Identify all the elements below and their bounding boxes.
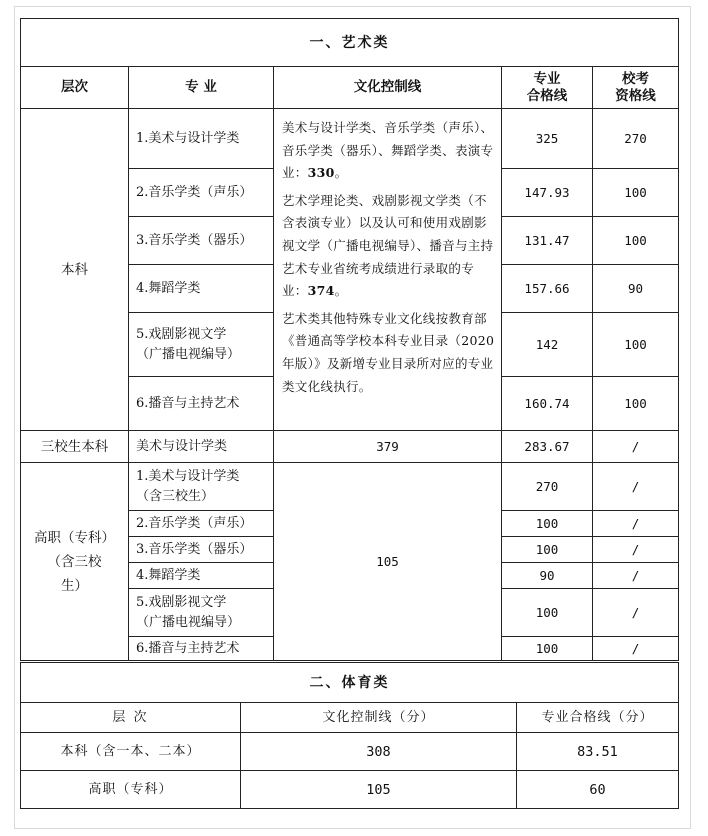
- major-cell: 6.播音与主持艺术: [129, 377, 274, 431]
- major-cell: 5.戏剧影视文学 （广播电视编导）: [129, 313, 274, 377]
- school-exam-value: /: [593, 537, 679, 563]
- major-cell: 3.音乐学类（器乐）: [129, 217, 274, 265]
- pe-pass-value: 83.51: [517, 733, 679, 771]
- major-cell: 4.舞蹈学类: [129, 265, 274, 313]
- major-pass-value: 100: [502, 511, 593, 537]
- culture-value: 379: [274, 431, 502, 463]
- pe-pass-value: 60: [517, 771, 679, 809]
- pe-culture-value: 308: [241, 733, 517, 771]
- school-exam-value: /: [593, 463, 679, 511]
- school-exam-value: /: [593, 589, 679, 637]
- school-exam-value: 100: [593, 377, 679, 431]
- culture-rules-text: [274, 109, 502, 431]
- pe-section-title: 二、体育类: [21, 663, 679, 703]
- school-exam-value: 100: [593, 169, 679, 217]
- pe-header-level: 层 次: [21, 703, 241, 733]
- school-exam-value: 90: [593, 265, 679, 313]
- table-row: [21, 109, 679, 169]
- major-cell: 3.音乐学类（器乐）: [129, 537, 274, 563]
- table-row: [21, 431, 679, 463]
- header-major-pass-line: 专业 合格线: [502, 67, 593, 109]
- major-cell: 2.音乐学类（声乐）: [129, 169, 274, 217]
- school-exam-value: 270: [593, 109, 679, 169]
- art-table: [20, 18, 679, 661]
- rule-paragraph: 艺术学理论类、戏剧影视文学类（不含表演专业）以及认可和使用戏剧影视文学（广播电视编导）、播音与主持艺术专业省统考成绩进行录取的专业：374。: [282, 192, 494, 299]
- header-level: 层次: [21, 67, 129, 109]
- rule-paragraph: 艺术类其他特殊专业文化线按教育部《普通高等学校本科专业目录（2020年版）》及新增专业目录所对应的专业类文化线执行。: [282, 310, 495, 394]
- school-exam-value: /: [593, 511, 679, 537]
- level-benke: 本科: [21, 109, 129, 431]
- art-section-title: 一、艺术类: [21, 19, 679, 67]
- pe-header-culture: 文化控制线（分）: [241, 703, 517, 733]
- major-pass-value: 160.74: [502, 377, 593, 431]
- school-exam-value: 100: [593, 313, 679, 377]
- major-pass-value: 131.47: [502, 217, 593, 265]
- school-exam-value: /: [593, 431, 679, 463]
- major-pass-value: 147.93: [502, 169, 593, 217]
- school-exam-value: /: [593, 563, 679, 589]
- pe-table: [20, 662, 679, 809]
- header-school-exam-line: 校考 资格线: [593, 67, 679, 109]
- table-row: [21, 733, 679, 771]
- major-pass-value: 325: [502, 109, 593, 169]
- header-major: 专 业: [129, 67, 274, 109]
- major-cell: 6.播音与主持艺术: [129, 637, 274, 661]
- table-row: [21, 771, 679, 809]
- level-sanxiao: 三校生本科: [21, 431, 129, 463]
- major-cell: 2.音乐学类（声乐）: [129, 511, 274, 537]
- level-gaozhi: 高职（专科） （含三校 生）: [21, 463, 129, 661]
- major-pass-value: 283.67: [502, 431, 593, 463]
- major-pass-value: 100: [502, 537, 593, 563]
- major-pass-value: 142: [502, 313, 593, 377]
- pe-culture-value: 105: [241, 771, 517, 809]
- pe-level-cell: 高职（专科）: [21, 771, 241, 809]
- major-pass-value: 270: [502, 463, 593, 511]
- major-cell: 1.美术与设计学类 （含三校生）: [129, 463, 274, 511]
- rule-paragraph: 美术与设计学类、音乐学类（声乐）、音乐学类（器乐）、舞蹈学类、表演专业：330。: [282, 120, 494, 181]
- major-pass-value: 100: [502, 589, 593, 637]
- school-exam-value: /: [593, 637, 679, 661]
- major-cell: 5.戏剧影视文学 （广播电视编导）: [129, 589, 274, 637]
- table-row: [21, 463, 679, 511]
- major-cell: 1.美术与设计学类: [129, 109, 274, 169]
- pe-header-pass: 专业合格线（分）: [517, 703, 679, 733]
- major-cell: 4.舞蹈学类: [129, 563, 274, 589]
- school-exam-value: 100: [593, 217, 679, 265]
- pe-level-cell: 本科（含一本、二本）: [21, 733, 241, 771]
- culture-value: 105: [274, 463, 502, 661]
- major-pass-value: 90: [502, 563, 593, 589]
- header-culture-line: 文化控制线: [274, 67, 502, 109]
- major-cell: 美术与设计学类: [129, 431, 274, 463]
- major-pass-value: 157.66: [502, 265, 593, 313]
- major-pass-value: 100: [502, 637, 593, 661]
